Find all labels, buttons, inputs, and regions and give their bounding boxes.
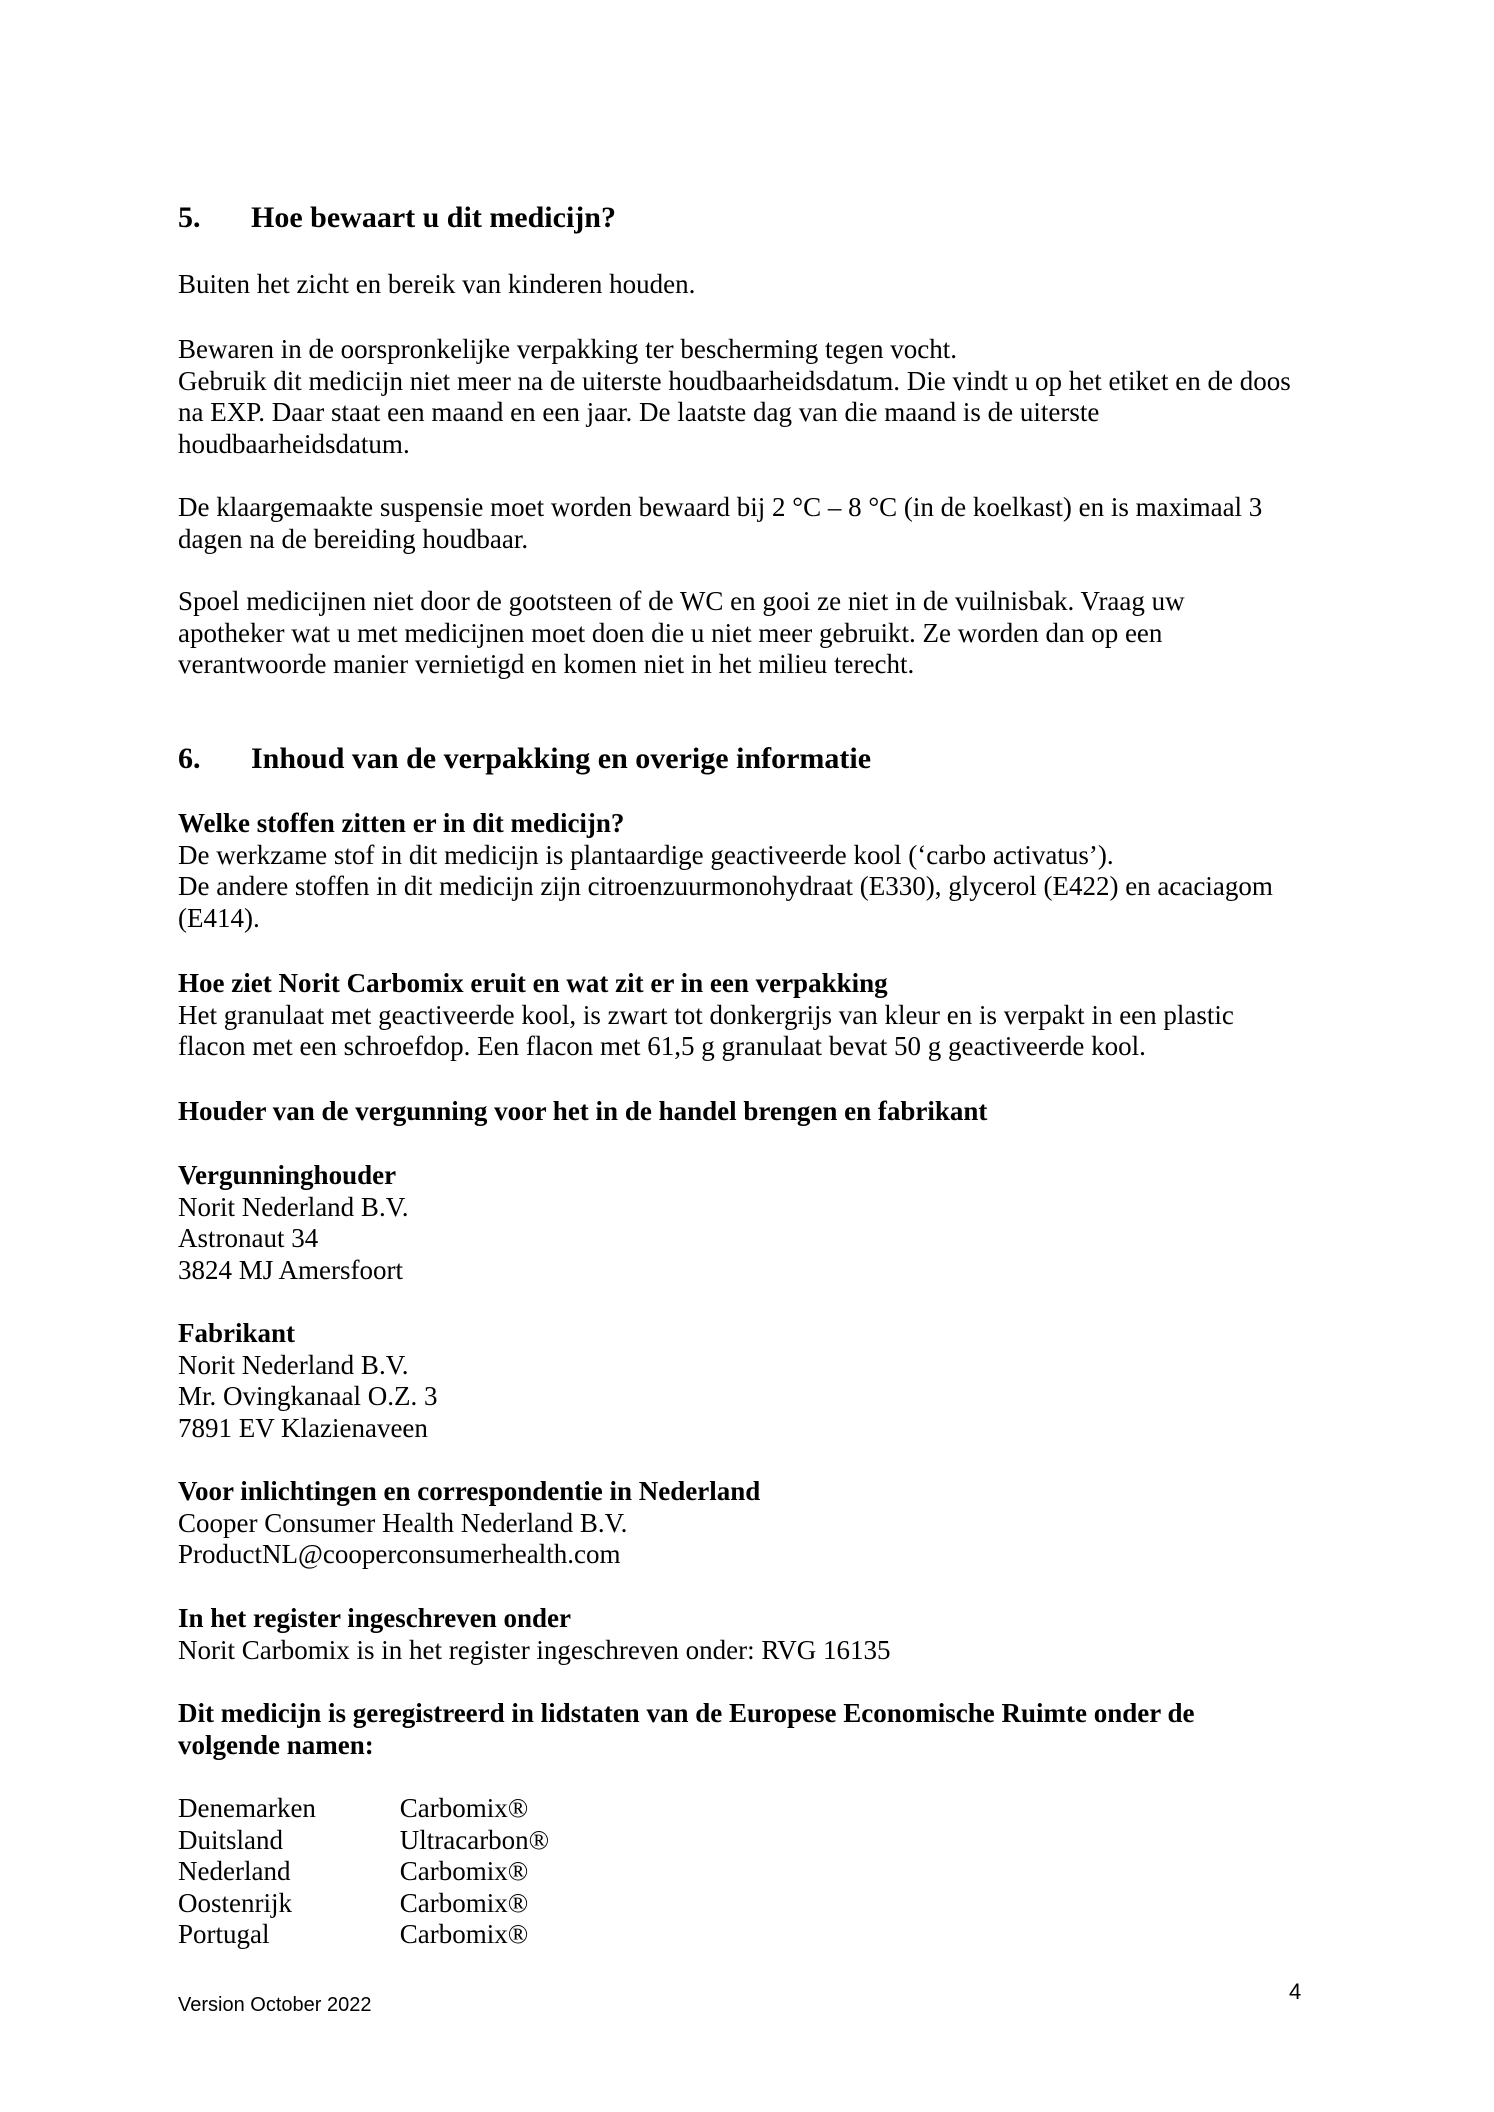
- country-cell: Nederland: [178, 1856, 291, 1886]
- paragraph: [178, 840, 1358, 935]
- text-line: ProductNL@cooperconsumerhealth.com: [178, 1539, 621, 1569]
- text-line: 7891 EV Klazienaveen: [178, 1412, 428, 1443]
- contact-block: [178, 1508, 1358, 1571]
- subsection-mah-heading: [178, 1096, 1358, 1128]
- text-line: dagen na de bereiding houdbaar.: [178, 523, 529, 554]
- registration-table: [178, 1793, 1358, 1951]
- subsection-registration: [178, 1603, 1358, 1666]
- section-6-number: 6.: [178, 742, 201, 775]
- text-line: Cooper Consumer Health Nederland B.V.: [178, 1507, 628, 1538]
- tradename-cell: Ultracarbon®: [399, 1824, 550, 1855]
- paragraph: [178, 1000, 1358, 1063]
- subsection-heading: Welke stoffen zitten er in dit medicijn?: [178, 808, 625, 838]
- section-5-number: 5.: [178, 201, 201, 234]
- text-line: verantwoorde manier vernietigd en komen niet in het milieu terecht.: [178, 649, 915, 679]
- text-line: Het granulaat met geactiveerde kool, is zwart tot donkergrijs van kleur en is verpakt in een plastic: [178, 999, 1234, 1030]
- section-5-title: Hoe bewaart u dit medicijn?: [251, 201, 616, 234]
- paragraph: [178, 1635, 1358, 1667]
- paragraph: [178, 492, 1358, 555]
- page-number: 4: [1289, 1979, 1302, 2004]
- text-line: Bewaren in de oorspronkelijke verpakking ter bescherming tegen vocht.: [178, 334, 957, 364]
- table-row: [178, 1888, 1358, 1920]
- table-row: [178, 1825, 1358, 1857]
- country-cell: Denemarken: [178, 1793, 316, 1823]
- paragraph: [178, 334, 1358, 460]
- text-line: Mr. Ovingkanaal O.Z. 3: [178, 1381, 438, 1411]
- text-line: De klaargemaakte suspensie moet worden bewaard bij 2 °C – 8 °C (in de koelkast) en is maximaal 3: [178, 492, 1263, 522]
- text-line: Buiten het zicht en bereik van kinderen houden.: [178, 269, 696, 299]
- subsection-ingredients: [178, 808, 1358, 934]
- text-line: Dit medicijn is geregistreerd in lidstaten van de Europese Economische Ruimte onder de: [178, 1698, 1195, 1728]
- section-5-heading: [178, 202, 1358, 234]
- tradename-cell: Carbomix®: [399, 1793, 529, 1823]
- subsection-heading: In het register ingeschreven onder: [178, 1603, 571, 1633]
- text-line: na EXP. Daar staat een maand en een jaar. De laatste dag van die maand is de uiterste: [178, 397, 1100, 427]
- subsection-heading: Houder van de vergunning voor het in de handel brengen en fabrikant: [178, 1096, 988, 1126]
- text-line: houdbaarheidsdatum.: [178, 428, 410, 459]
- text-line: flacon met een schroefdop. Een flacon met 61,5 g granulaat bevat 50 g geactiveerde kool.: [178, 1031, 1146, 1061]
- text-line: apotheker wat u met medicijnen moet doen die u niet meer gebruikt. Ze worden dan op een: [178, 617, 1163, 648]
- country-cell: Portugal: [178, 1919, 270, 1949]
- table-row: [178, 1793, 1358, 1825]
- text-line: volgende namen:: [178, 1729, 374, 1760]
- subsection-eea-names-heading: [178, 1698, 1358, 1761]
- text-line: Norit Nederland B.V.: [178, 1349, 409, 1380]
- paragraph: [178, 269, 1358, 301]
- country-cell: Oostenrijk: [178, 1887, 292, 1918]
- text-line: De andere stoffen in dit medicijn zijn citroenzuurmonohydraat (E330), glycerol (E422) en acaciagom: [178, 871, 1273, 901]
- text-line: Spoel medicijnen niet door de gootsteen of de WC en gooi ze niet in de vuilnisbak. Vraag uw: [178, 586, 1185, 616]
- address-block: [178, 1350, 1358, 1445]
- footer-version-text: Version October 2022: [178, 1994, 372, 2016]
- subsection-heading: Vergunninghouder: [178, 1160, 397, 1190]
- subsection-heading: Hoe ziet Norit Carbomix eruit en wat zit er in een verpakking: [178, 968, 888, 998]
- text-line: Gebruik dit medicijn niet meer na de uiterste houdbaarheidsdatum. Die vindt u op het etiket en de doos: [178, 365, 1291, 396]
- text-line: Norit Carbomix is in het register ingeschreven onder: RVG 16135: [178, 1634, 891, 1665]
- section-6-heading: [178, 743, 1358, 775]
- text-line: Norit Nederland B.V.: [178, 1191, 409, 1222]
- subsection-contact: [178, 1476, 1358, 1571]
- table-row: [178, 1856, 1358, 1888]
- text-line: (E414).: [178, 902, 260, 933]
- section-6-title: Inhoud van de verpakking en overige informatie: [251, 742, 872, 775]
- subsection-heading: Fabrikant: [178, 1318, 296, 1348]
- subsection-licence-holder: [178, 1160, 1358, 1286]
- table-row: [178, 1919, 1358, 1951]
- text-line: 3824 MJ Amersfoort: [178, 1254, 403, 1285]
- subsection-manufacturer: [178, 1318, 1358, 1444]
- paragraph: [178, 586, 1358, 681]
- text-line: De werkzame stof in dit medicijn is plantaardige geactiveerde kool (‘carbo activatus’).: [178, 839, 1114, 870]
- text-line: Astronaut 34: [178, 1223, 319, 1253]
- subsection-appearance: [178, 968, 1358, 1063]
- address-block: [178, 1192, 1358, 1287]
- country-cell: Duitsland: [178, 1824, 283, 1855]
- tradename-cell: Carbomix®: [399, 1887, 529, 1918]
- tradename-cell: Carbomix®: [399, 1856, 529, 1886]
- tradename-cell: Carbomix®: [399, 1919, 529, 1949]
- subsection-heading: Voor inlichtingen en correspondentie in Nederland: [178, 1476, 761, 1506]
